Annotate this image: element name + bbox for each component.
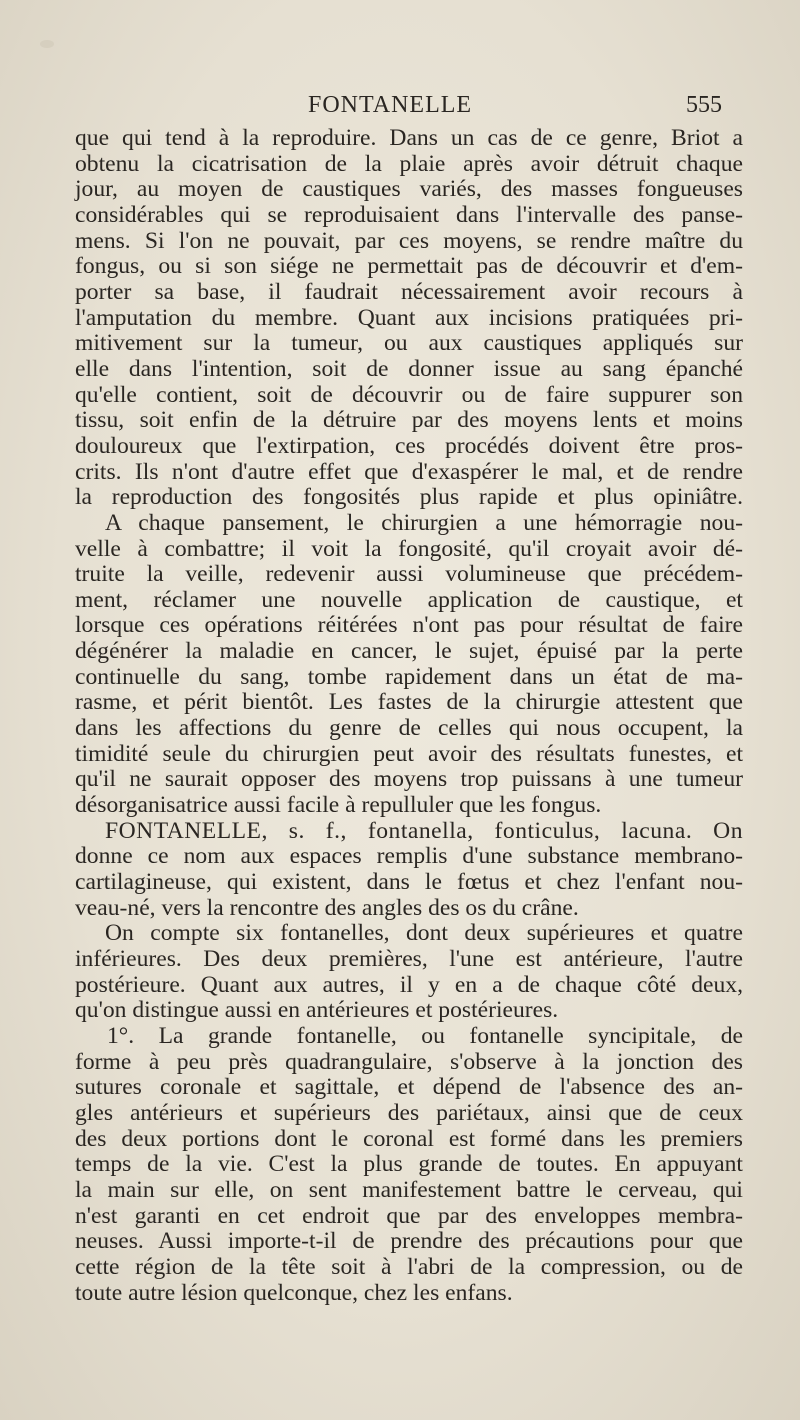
text-line: ment, réclamer une nouvelle application de caustique, et <box>75 586 743 613</box>
text-line: lorsque ces opérations réitérées n'ont pas pour résultat de faire <box>75 612 743 639</box>
text-line: veau-né, vers la rencontre des angles des os du crâne. <box>75 894 579 921</box>
text-line: fongus, ou si son siége ne permettait pas de découvrir et d'em- <box>75 253 743 280</box>
text-line: elle dans l'intention, soit de donner issue au sang épanché <box>75 355 743 382</box>
text-line: l'amputation du membre. Quant aux incisions pratiquées pri- <box>75 304 743 331</box>
text-line: rasme, et périt bientôt. Les fastes de la chirurgie attestent que <box>75 689 743 716</box>
text-line: porter sa base, il faudrait nécessairement avoir recours à <box>75 278 743 305</box>
text-line: toute autre lésion quelconque, chez les enfans. <box>75 1279 513 1306</box>
text-line: qu'elle contient, soit de découvrir ou de faire suppurer son <box>75 381 743 408</box>
text-line: mens. Si l'on ne pouvait, par ces moyens, se rendre maître du <box>75 227 743 254</box>
page-header <box>0 92 800 126</box>
text-line: sutures coronale et sagittale, et dépend de l'absence des an- <box>75 1074 743 1101</box>
text-line: n'est garanti en cet endroit que par des enveloppes membra- <box>75 1202 743 1229</box>
text-line: considérables qui se reproduisaient dans l'intervalle des panse- <box>75 201 743 228</box>
entry-headword-line: FONTANELLE, s. f., fontanella, fonticulus, lacuna. On <box>105 817 743 844</box>
text-line: crits. Ils n'ont d'autre effet que d'exaspérer le mal, et de rendre <box>75 458 743 485</box>
text-line: On compte six fontanelles, dont deux supérieures et quatre <box>105 920 743 947</box>
body-text <box>75 126 743 1306</box>
text-line: truite la veille, redevenir aussi volumineuse que précédem- <box>75 561 743 588</box>
text-line: douloureux que l'extirpation, ces procédés doivent être pros- <box>75 432 743 459</box>
text-line: qu'il ne saurait opposer des moyens trop puissans à une tumeur <box>75 766 743 793</box>
text-line: timidité seule du chirurgien peut avoir des résultats funestes, et <box>75 740 743 767</box>
text-line: qu'on distingue aussi en antérieures et postérieures. <box>75 997 559 1024</box>
text-line: que qui tend à la reproduire. Dans un cas de ce genre, Briot a <box>75 125 743 151</box>
text-line: forme à peu près quadrangulaire, s'observe à la jonction des <box>75 1048 743 1075</box>
text-line: mitivement sur la tumeur, ou aux caustiques appliqués sur <box>75 330 743 357</box>
text-line: donne ce nom aux espaces remplis d'une substance membrano- <box>75 843 743 870</box>
text-line: inférieures. Des deux premières, l'une est antérieure, l'autre <box>75 946 743 972</box>
page-number: 555 <box>686 92 722 118</box>
text-line: continuelle du sang, tombe rapidement dans un état de ma- <box>75 663 743 690</box>
text-line: obtenu la cicatrisation de la plaie après avoir détruit chaque <box>75 150 743 177</box>
text-line: postérieure. Quant aux autres, il y en a de chaque côté deux, <box>75 971 743 998</box>
text-line: cette région de la tête soit à l'abri de la compression, ou de <box>75 1253 743 1280</box>
text-line: A chaque pansement, le chirurgien a une hémorragie nou- <box>105 509 743 536</box>
text-line: des deux portions dont le coronal est formé dans les premiers <box>75 1125 743 1152</box>
text-line: la reproduction des fongosités plus rapide et plus opiniâtre. <box>75 484 743 511</box>
text-line: la main sur elle, on sent manifestement battre le cerveau, qui <box>75 1176 743 1203</box>
text-line: neuses. Aussi importe-t-il de prendre des précautions pour que <box>75 1228 743 1255</box>
text-line: velle à combattre; il voit la fongosité, qu'il croyait avoir dé- <box>75 535 743 562</box>
running-head: FONTANELLE <box>308 92 473 118</box>
text-line: temps de la vie. C'est la plus grande de toutes. En appuyant <box>75 1151 743 1178</box>
text-line: dégénérer la maladie en cancer, le sujet, épuisé par la perte <box>75 638 743 665</box>
text-line: désorganisatrice aussi facile à repulluler que les fongus. <box>75 792 602 819</box>
text-line: tissu, soit enfin de la détruire par des moyens lents et moins <box>75 407 743 434</box>
text-line: cartilagineuse, qui existent, dans le fœtus et chez l'enfant nou- <box>75 869 743 896</box>
text-line: gles antérieurs et supérieurs des pariétaux, ainsi que de ceux <box>75 1099 743 1126</box>
text-line: jour, au moyen de caustiques variés, des masses fongueuses <box>75 176 743 203</box>
text-line: dans les affections du genre de celles qui nous occupent, la <box>75 715 743 742</box>
paper-stain <box>40 40 54 48</box>
text-line: 1°. La grande fontanelle, ou fontanelle syncipitale, de <box>107 1022 743 1049</box>
